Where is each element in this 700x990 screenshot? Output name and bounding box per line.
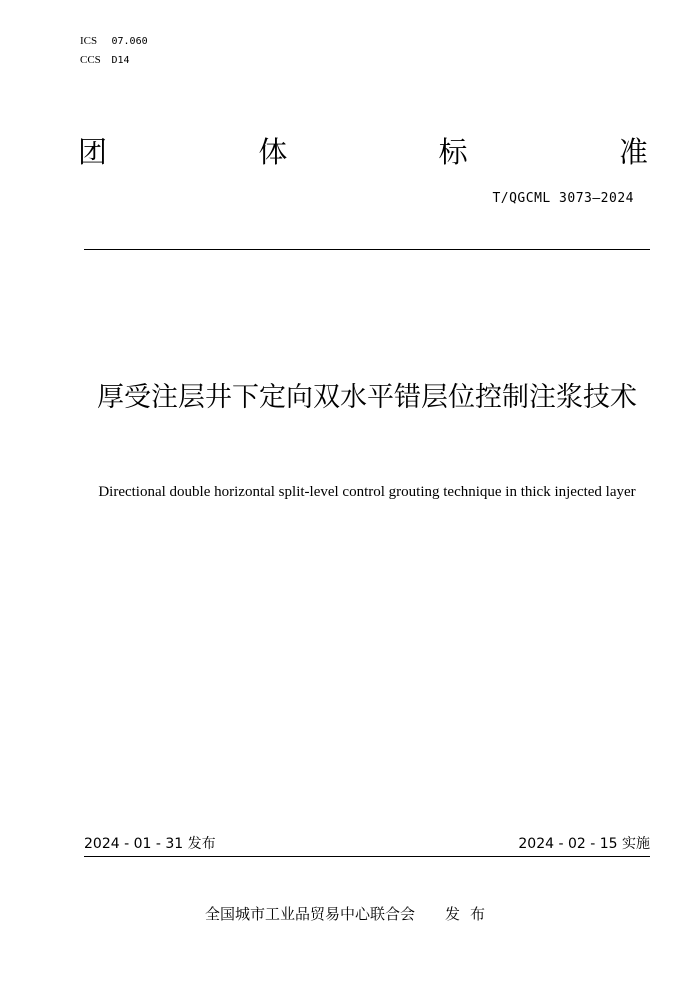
standard-type-char: 准 bbox=[618, 135, 648, 169]
publisher-line bbox=[0, 904, 700, 924]
ccs-value: D14 bbox=[111, 55, 130, 66]
standard-type-char: 团 bbox=[78, 135, 108, 169]
publisher-name: 全国城市工业品贸易中心联合会 bbox=[204, 905, 415, 923]
ccs-code-line bbox=[80, 51, 148, 70]
ccs-label: CCS bbox=[80, 54, 101, 66]
standard-type-heading bbox=[78, 132, 648, 172]
classification-codes bbox=[80, 32, 148, 70]
standard-number: T/QGCML 3073—2024 bbox=[492, 191, 634, 206]
title-chinese: 厚受注层井下定向双水平错层位控制注浆技术 bbox=[97, 382, 637, 413]
ics-label: ICS bbox=[80, 35, 98, 47]
standard-type-char: 标 bbox=[438, 135, 468, 169]
dates-row bbox=[84, 835, 650, 853]
top-divider bbox=[84, 249, 650, 250]
publisher-action: 发布 bbox=[445, 905, 496, 923]
standard-type-char: 体 bbox=[258, 135, 288, 169]
publish-date: 2024 - 01 - 31 发布 bbox=[84, 836, 216, 852]
ics-code-line bbox=[80, 32, 148, 51]
bottom-divider bbox=[84, 856, 650, 857]
ics-value: 07.060 bbox=[111, 36, 148, 47]
implement-date: 2024 - 02 - 15 实施 bbox=[518, 836, 650, 852]
title-english: Directional double horizontal split-level control grouting technique in thick injected layer bbox=[98, 484, 636, 500]
